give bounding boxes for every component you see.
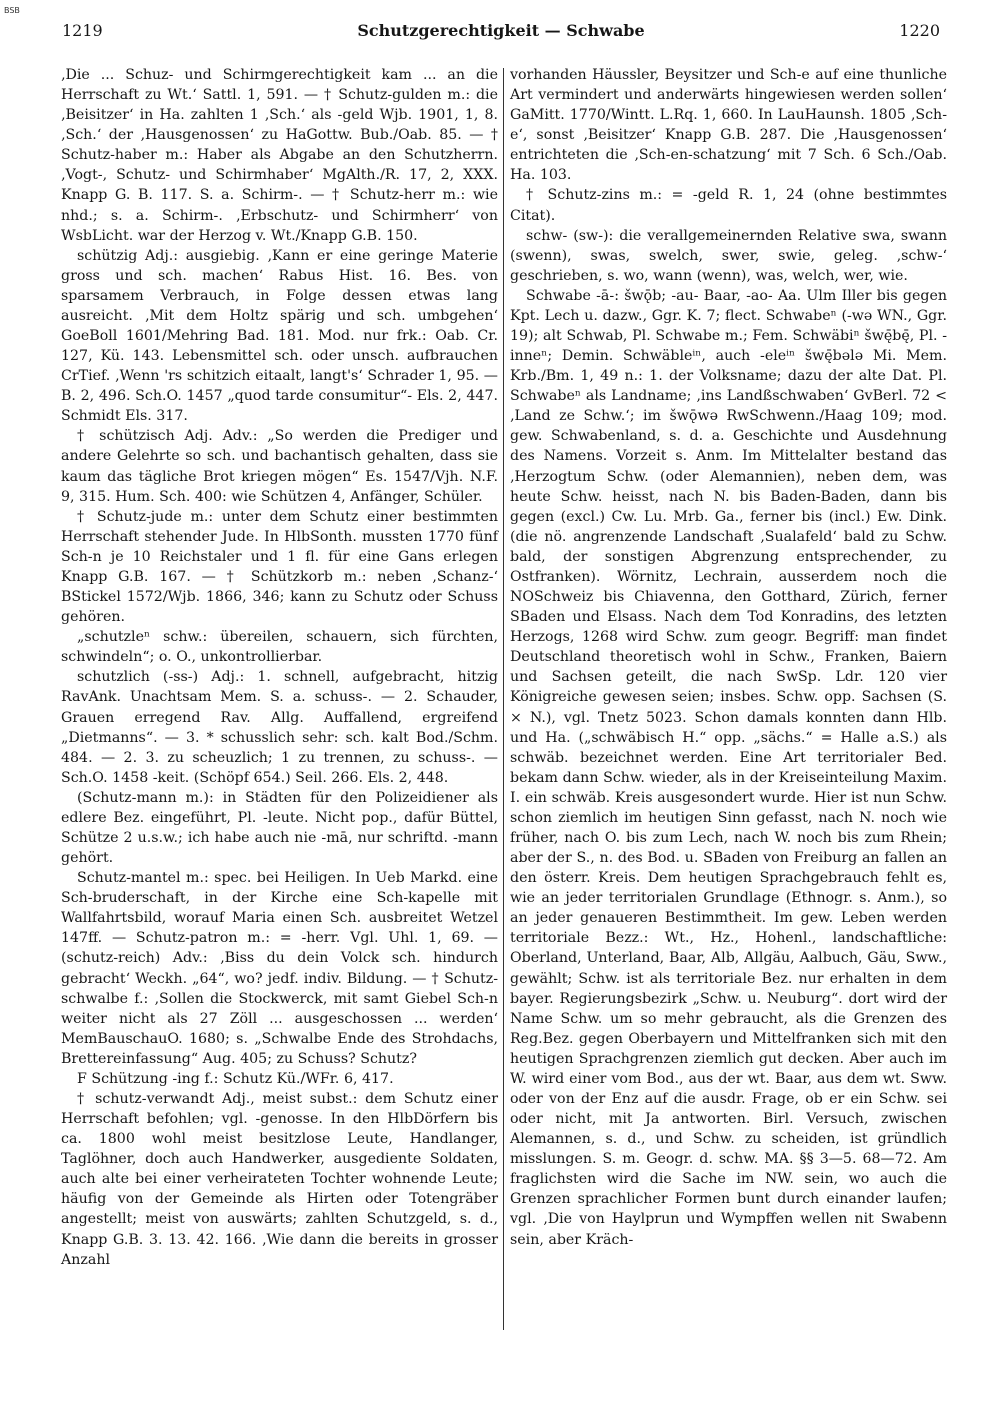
running-title: Schutzgerechtigkeit — Schwabe [357,21,645,40]
right-column [510,65,947,1250]
entry-schwabe: Schwabe -ā-: šwǭb; -au- Baar, -ao- Aa. Ulm Iller bis gegen Kpt. Lech u. dazw., Ggr. K. 7; flect. Schwabeⁿ (-wə WN., Ggr. 19); alt Schwab, Pl. Schwabe m.; Fem. Schwäbiⁿ šwę̄bę̄, Pl. -inneⁿ; Demin. Schwäbleⁱⁿ, auch -eleⁱⁿ šwę̄bələ Mi. Mem. Krb./Bm. 1, 49 n.: 1. der Volksname; dazu der alte Dat. Pl. Schwabeⁿ als Landname; ‚ins Landßschwaben‘ GvBerl. 72 < ‚Land ze Schw.‘; im šwǭwə RwSchwenn./Haag 109; mod. gew. Schwabenland, s. d. a. Geschichte und Ausdehnung des Namens. Vorzeit s. Anm. Im Mittelalter bestand das ‚Herzogtum Schw. (oder Alemannien), neben dem, was heute Schw. heisst, nach N. bis Baden-Baden, dann bis gegen (excl.) Cw. Lu. Mrb. Ga., ferner bis (incl.) Ew. Dink. (die nö. angrenzende Landschaft ‚Sualafeld‘ bald zu Schw. bald, der sonstigen Abgrenzung entsprechender, zu Ostfranken). Wörnitz, Lechrain, ausserdem noch die NOSchweiz bis Chiavenna, den Gotthard, Zürich, ferner SBaden und Elsass. Nach dem Tod Konradins, des letzten Herzogs, 1268 wird Schw. zum geogr. Begriff: man findet Deutschland theoretisch wohl in Schw., Franken, Baiern und Sachsen geteilt, die nach SwSp. Ldr. 120 vier Königreiche gewesen seien; insbes. Schw. opp. Sachsen (S. × N.), vgl. Tnetz 5023. Schon damals konnten dann Hlb. und Ha. („schwäbisch H.“ opp. „sächs.“ = Halle a.S.) als schwäb. bezeichnet werden. Eine Art territorialer Bed. bekam dann Schw. wieder, als in der Kreiseinteilung Maxim. I. ein schwäb. Kreis ausgesondert wurde. Hier ist nun Schw. schon ziemlich im heutigen Sinn gefasst, nach N. noch wie früher, nach O. bis zum Lech, nach W. noch bis zum Rhein; aber der S., n. des Bod. u. SBaden von Freiburg an fallen an den österr. Kreis. Dem heutigen Sprachgebrauch fehlt es, wie an jeder territorialen Grundlage (Ethnogr. s. Anm.), so an jeder genaueren Bestimmtheit. Im gew. Leben werden territoriale Bezz.: Wt., Hz., Hohenl., landschaftliche: Oberland, Unterland, Baar, Alb, Allgäu, Aalbuch, Gäu, Sww., gewählt; Schw. ist als territoriale Bez. nur erhalten in dem bayer. Regierungsbezirk „Schw. u. Neuburg“. dort wird der Name Schw. um so mehr gebraucht, als die Grenzen des Reg.Bez. gegen Oberbayern und Mittelfranken sich mit den heutigen Sprachgrenzen ziemlich gut decken. Aber auch im W. wird einer vom Bod., aus der wt. Baar, aus dem wt. Sww. oder von der Enz auf die ausdr. Frage, ob er ein Schw. sei oder nicht, mit Ja antworten. Birl. Versuch, zwischen Alemannen, s. d., und Schw. zu scheiden, ist gründlich misslungen. S. m. Geogr. d. schw. MA. §§ 3—5. 68—72. Am fraglichsten wird die Sache im NW. sein, wo auch die Grenzen sprachlicher Formen bunt durch einander laufen; vgl. ‚Die von Haylprun und Wympffen wellen nit Swabenn sein, aber Kräch- [510,287,947,1248]
column-divider [503,68,504,1330]
entry-schutz-mann: (Schutz-mann m.): in Städten für den Polizeidiener als edlere Bez. eingeführt, Pl. -leute. Nicht pop., dafür Büttel, Schütze 2 u.s.w.; ich habe auch nie -mā, nur schriftd. -mann gehört. [61,789,498,867]
entry-schuetzig: schützig Adj.: ausgiebig. ‚Kann er eine geringe Materie gross und sch. machen‘ Rabus Hist. 16. Bes. von sparsamem Verbrauch, in Folge dessen etwas lang ausreicht. ‚Mit dem Holtz spärig und sch. umbgehen‘ GoeBoll 1601/Mehring Bad. 181. Mod. nur frk.: Oab. Cr. 127, Kü. 143. Lebensmittel sch. oder unsch. aufbrauchen CrTief. ‚Wenn 'rs schitzich eitaalt, langt's‘ Schrader 1, 95. — B. 2, 496. Sch.O. 1457 „quod tarde consumitur“- Els. 2, 447. Schmidt Els. 317. [61,247,498,425]
entry-schuetzung: F Schützung -ing f.: Schutz Kü./WFr. 6, 417. [77,1070,394,1087]
left-page-number: 1219 [62,21,103,40]
entry-continuation: vorhanden Häussler, Beysitzer und Sch-e auf eine thunliche Art vermindert und anderwärts hingewiesen werden sollen‘ GaMitt. 1770/Wintt. L.Rq. 1, 660. In LauHaunsh. 1805 ‚Sch-e‘, sonst ‚Beisitzer‘ Knapp G.B. 287. Die ‚Hausgenossen‘ entrichteten die ‚Sch-en-schatzung‘ mit 7 Sch. 6 Sch./Oab. Ha. 103. [510,67,947,184]
entry-schutz-verwandt: † schutz-verwandt Adj., meist subst.: dem Schutz einer Herrschaft befohlen; vgl. -genosse. In den HlbDörfern bis ca. 1800 wohl meist besitzlose Leute, Handlanger, Taglöhner, doch auch Handwerker, ausgediente Soldaten, auch alte bei einer verheirateten Tochter wohnende Leute; häufig von der Gemeinde als Hirten oder Totengräber angestellt; meist von auswärts; zahlten Schutzgeld, s. d., Knapp G.B. 3. 13. 42. 166. ‚Wie dann die bereits in grosser Anzahl [61,1090,498,1268]
library-stamp: BSB [4,6,20,15]
page-header [62,21,940,51]
entry-schutz-jude: † Schutz-jude m.: unter dem Schutz einer bestimmten Herrschaft stehender Jude. In HlbSonth. mussten 1770 fünf Sch-n je 10 Reichstaler und 1 fl. für eine Gans erlegen Knapp G.B. 167. — † Schützkorb m.: neben ‚Schanz-‘ BStickel 1572/Wjb. 1866, 346; kann zu Schutz oder Schuss gehören. [61,508,498,626]
entry-schutz-gulden: ‚Die ... Schuz- und Schirmgerechtigkeit kam ... an die Herrschaft zu Wt.‘ Sattl. 1, 591. — † Schutz-gulden m.: die ‚Beisitzer‘ in Ha. zahlten 1 ‚Sch.‘ als -geld Wjb. 1901, 1, 8. ‚Sch.‘ der ‚Hausgenossen‘ zu HaGottw. Bub./Oab. 85. — † Schutz-haber m.: Haber als Abgabe an den Schutzherrn. ‚Vogt-, Schutz- und Schirmhaber‘ MgAlth./R. 17, 2, XXX. Knapp G. B. 117. S. a. Schirm-. — † Schutz-herr m.: wie nhd.; s. a. Schirm-. ‚Erbschutz- und Schirmherr‘ von WsbLicht. war der Herzog v. Wt./Knapp G.B. 150. [61,67,498,244]
left-column [61,65,498,1270]
entry-schutz-zins: † Schutz-zins m.: = -geld R. 1, 24 (ohne bestimmtes Citat). [510,187,947,224]
entry-schw: schw- (sw-): die verallgemeinernden Relative swa, swann (swenn), swas, swelch, swer, swie, geleg. ‚schw-‘ geschrieben, s. wo, wann (wenn), was, welch, wer, wie. [510,227,947,284]
right-page-number: 1220 [899,21,940,40]
entry-schuetzisch: † schützisch Adj. Adv.: „So werden die Prediger und andere Gelehrte so sch. und bachantisch gehalten, dass sie kaum das tägliche Brot kriegen mögen“ Es. 1547/Vjh. N.F. 9, 315. Hum. Sch. 400: wie Schützen 4, Anfänger, Schüler. [61,428,498,505]
entry-schutzlen: „schutzleⁿ schw.: übereilen, schauern, sich fürchten, schwindeln“; o. O., unkontrollierbar. [61,629,498,666]
entry-schutzlich: schutzlich (-ss-) Adj.: 1. schnell, aufgebracht, hitzig RavAnk. Unachtsam Mem. S. a. schuss-. — 2. Schauder, Grauen erregend Rav. Allg. Auffallend, ergreifend „Dietmanns“. — 3. * schusslich sehr: sch. kalt Bod./Schm. 484. — 2. 3. zu scheuzlich; 1 zu trennen, zu schuss-. — Sch.O. 1458 -keit. (Schöpf 654.) Seil. 266. Els. 2, 448. [61,669,498,786]
entry-schutz-mantel: Schutz-mantel m.: spec. bei Heiligen. In Ueb Markd. eine Sch-bruderschaft, in der Kirche eine Sch-kapelle mit Wallfahrtsbild, worauf Maria einen Sch. ausbreitet Wetzel 147ff. — Schutz-patron m.: = -herr. Vgl. Uhl. 1, 69. — (schutz-reich) Adv.: ‚Biss du dein Volck sch. hindurch gebracht‘ Weckh. „64“, wo? jedf. indiv. Bildung. — † Schutz-schwalbe f.: ‚Sollen die Stockwerck, mit samt Giebel Sch-n weiter nicht als 27 Zöll ... ausgeschossen ... werden‘ MemBauschauO. 1680; s. „Schwalbe Ende des Strohdachs, Brettereinfassung“ Aug. 405; zu Schuss? Schutz? [61,870,498,1067]
